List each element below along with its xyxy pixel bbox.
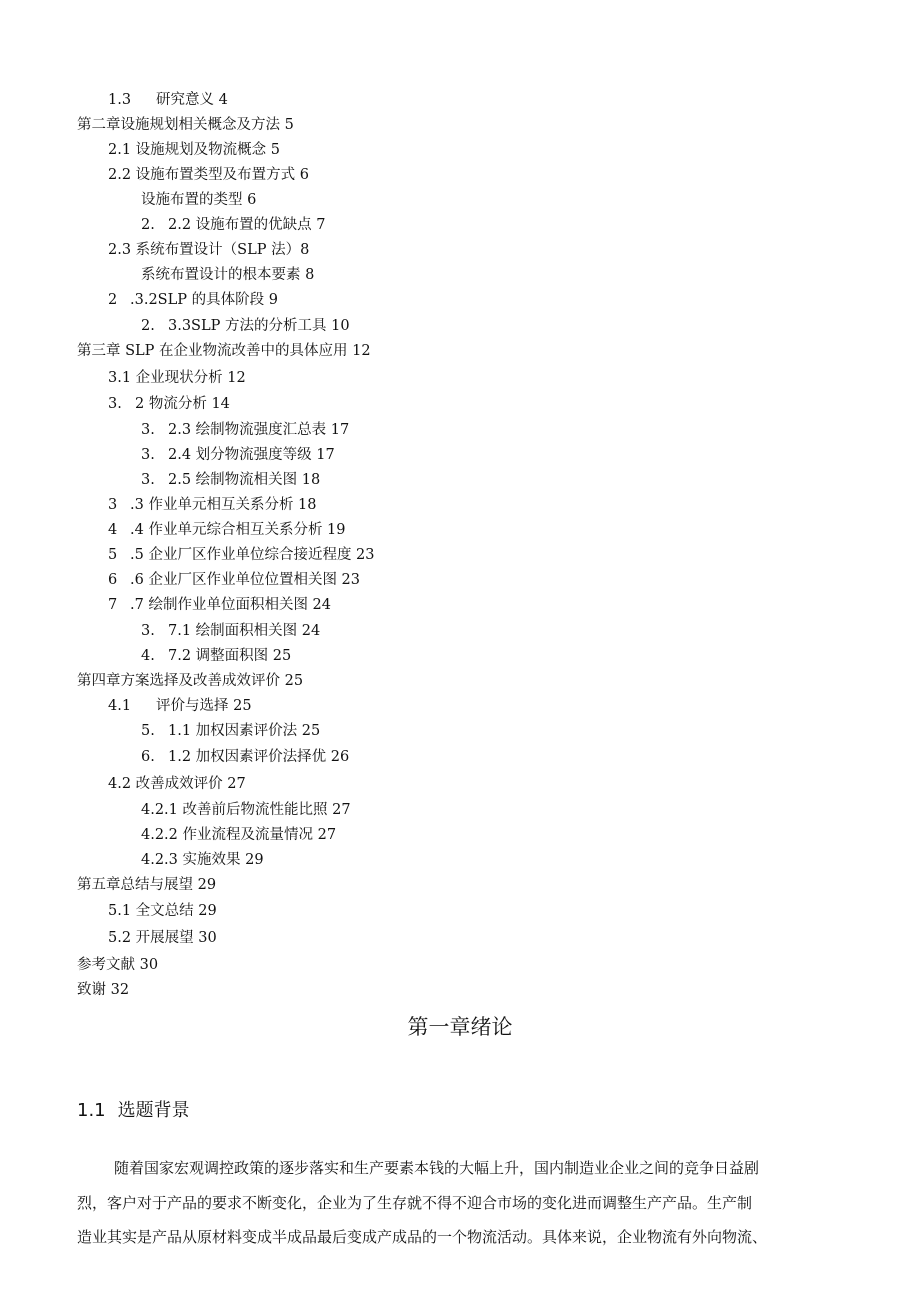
toc-entry-text: 第四章方案选择及改善成效评价 25 <box>77 673 304 689</box>
toc-entry-text: 2.1 设施规划及物流概念 5 <box>108 142 281 158</box>
toc-entry <box>108 140 280 160</box>
toc-entry <box>108 595 331 615</box>
toc-entry-text: 参考文献 30 <box>77 957 159 973</box>
toc-entry <box>108 240 309 260</box>
toc-entry-text: 7.2 调整面积图 25 <box>168 648 292 664</box>
toc-entry-number: 3. <box>141 422 155 438</box>
toc-entry-text: 1.1 加权因素评价法 25 <box>168 723 321 739</box>
section-heading <box>77 1098 190 1124</box>
toc-entry <box>77 980 129 1000</box>
toc-entry-text: 4.2.2 作业流程及流量情况 27 <box>141 827 337 843</box>
toc-entry <box>141 800 351 820</box>
toc-entry <box>141 190 256 210</box>
section-number: 1.1 <box>77 1100 106 1121</box>
body-line: 造业其实是产品从原材料变成半成品最后变成产成品的一个物流活动。具体来说，企业物流有外向物流、 <box>77 1228 768 1246</box>
body-line: 烈，客户对于产品的要求不断变化，企业为了生存就不得不迎合市场的变化进而调整生产产品。生产制 <box>77 1193 753 1212</box>
toc-entry <box>141 621 320 641</box>
toc-entry-text: 4.2 改善成效评价 27 <box>108 776 246 792</box>
toc-entry-number: 6. <box>141 749 155 765</box>
toc-entry-text: .4 作业单元综合相互关系分析 19 <box>130 522 346 538</box>
body-line: 随着国家宏观调控政策的逐步落实和生产要素本钱的大幅上升，国内制造业企业之间的竞争日益剧 <box>114 1159 760 1177</box>
toc-entry <box>141 721 320 741</box>
toc-entry <box>141 646 291 666</box>
toc-entry-text: 4.2.3 实施效果 29 <box>141 852 264 868</box>
toc-entry-number: 2 <box>108 292 118 308</box>
toc-entry-text: 2.3 绘制物流强度汇总表 17 <box>168 422 350 438</box>
toc-entry-number: 3. <box>141 623 155 639</box>
toc-entry-text: 4.2.1 改善前后物流性能比照 27 <box>141 802 351 818</box>
toc-entry <box>77 955 158 975</box>
toc-entry-text: 1.2 加权因素评价法择优 26 <box>168 749 350 765</box>
toc-entry <box>108 901 217 921</box>
toc-entry <box>141 470 320 490</box>
toc-entry-text: 2 物流分析 14 <box>135 396 230 412</box>
toc-entry-text: 研究意义 4 <box>156 92 228 108</box>
toc-entry-text: 评价与选择 25 <box>156 698 252 714</box>
toc-entry-number: 3 <box>108 497 118 513</box>
toc-entry-number: 1.3 <box>108 92 132 108</box>
toc-entry-text: .5 企业厂区作业单位综合接近程度 23 <box>130 547 375 563</box>
toc-entry <box>108 368 246 388</box>
toc-entry-number: 5 <box>108 547 118 563</box>
toc-entry-text: 致谢 32 <box>77 982 130 998</box>
toc-entry-text: 2.5 绘制物流相关图 18 <box>168 472 321 488</box>
toc-entry-number: 4. <box>141 648 155 664</box>
toc-entry <box>108 520 346 540</box>
toc-entry-text: 第五章总结与展望 29 <box>77 877 217 893</box>
toc-entry-text: 5.1 全文总结 29 <box>108 903 217 919</box>
toc-entry <box>108 290 278 310</box>
toc-entry <box>141 850 264 870</box>
toc-entry <box>108 696 252 716</box>
toc-entry-text: .3 作业单元相互关系分析 18 <box>130 497 317 513</box>
toc-entry <box>108 570 360 590</box>
toc-entry-number: 5. <box>141 723 155 739</box>
toc-entry-number: 3. <box>141 447 155 463</box>
toc-entry-text: 7.1 绘制面积相关图 24 <box>168 623 321 639</box>
toc-entry-text: 3.1 企业现状分析 12 <box>108 370 246 386</box>
toc-entry <box>141 747 349 767</box>
chapter-title: 第一章绪论 <box>407 1015 513 1039</box>
toc-entry-number: 3. <box>108 396 122 412</box>
toc-entry <box>108 165 309 185</box>
section-title: 选题背景 <box>117 1100 190 1121</box>
toc-entry <box>108 394 230 414</box>
toc-entry-text: .7 绘制作业单位面积相关图 24 <box>130 597 332 613</box>
toc-entry-number: 4 <box>108 522 118 538</box>
toc-entry-number: 4.1 <box>108 698 132 714</box>
toc-entry-number: 2. <box>141 318 155 334</box>
toc-entry <box>141 445 335 465</box>
toc-entry-text: .3.2SLP 的具体阶段 9 <box>130 292 278 308</box>
toc-entry-text: 设施布置的类型 6 <box>141 192 257 208</box>
toc-entry-text: 2.4 划分物流强度等级 17 <box>168 447 335 463</box>
toc-entry-number: 3. <box>141 472 155 488</box>
toc-entry <box>77 341 371 361</box>
toc-entry-text: 2.2 设施布置类型及布置方式 6 <box>108 167 310 183</box>
toc-entry-text: 系统布置设计的根本要素 8 <box>141 267 315 283</box>
toc-entry <box>77 671 303 691</box>
toc-entry-text: 第二章设施规划相关概念及方法 5 <box>77 117 294 133</box>
toc-entry <box>141 316 350 336</box>
toc-entry <box>141 265 314 285</box>
toc-entry <box>108 545 375 565</box>
toc-entry <box>77 875 216 895</box>
toc-entry <box>108 90 228 110</box>
toc-entry <box>141 420 349 440</box>
toc-entry <box>141 215 326 235</box>
toc-entry-number: 6 <box>108 572 118 588</box>
toc-entry <box>108 928 217 948</box>
toc-entry <box>108 774 246 794</box>
toc-entry-number: 2. <box>141 217 155 233</box>
toc-entry-text: 2.3 系统布置设计（SLP 法）8 <box>108 242 310 258</box>
toc-entry-text: 2.2 设施布置的优缺点 7 <box>168 217 326 233</box>
toc-entry-text: .6 企业厂区作业单位位置相关图 23 <box>130 572 361 588</box>
toc-entry <box>77 115 294 135</box>
toc-entry-number: 7 <box>108 597 118 613</box>
body-paragraph <box>77 1151 853 1255</box>
toc-entry <box>108 495 317 515</box>
toc-entry <box>141 825 336 845</box>
toc-entry-text: 第三章 SLP 在企业物流改善中的具体应用 12 <box>77 343 371 359</box>
toc-entry-text: 3.3SLP 方法的分析工具 10 <box>168 318 350 334</box>
toc-entry-text: 5.2 开展展望 30 <box>108 930 217 946</box>
